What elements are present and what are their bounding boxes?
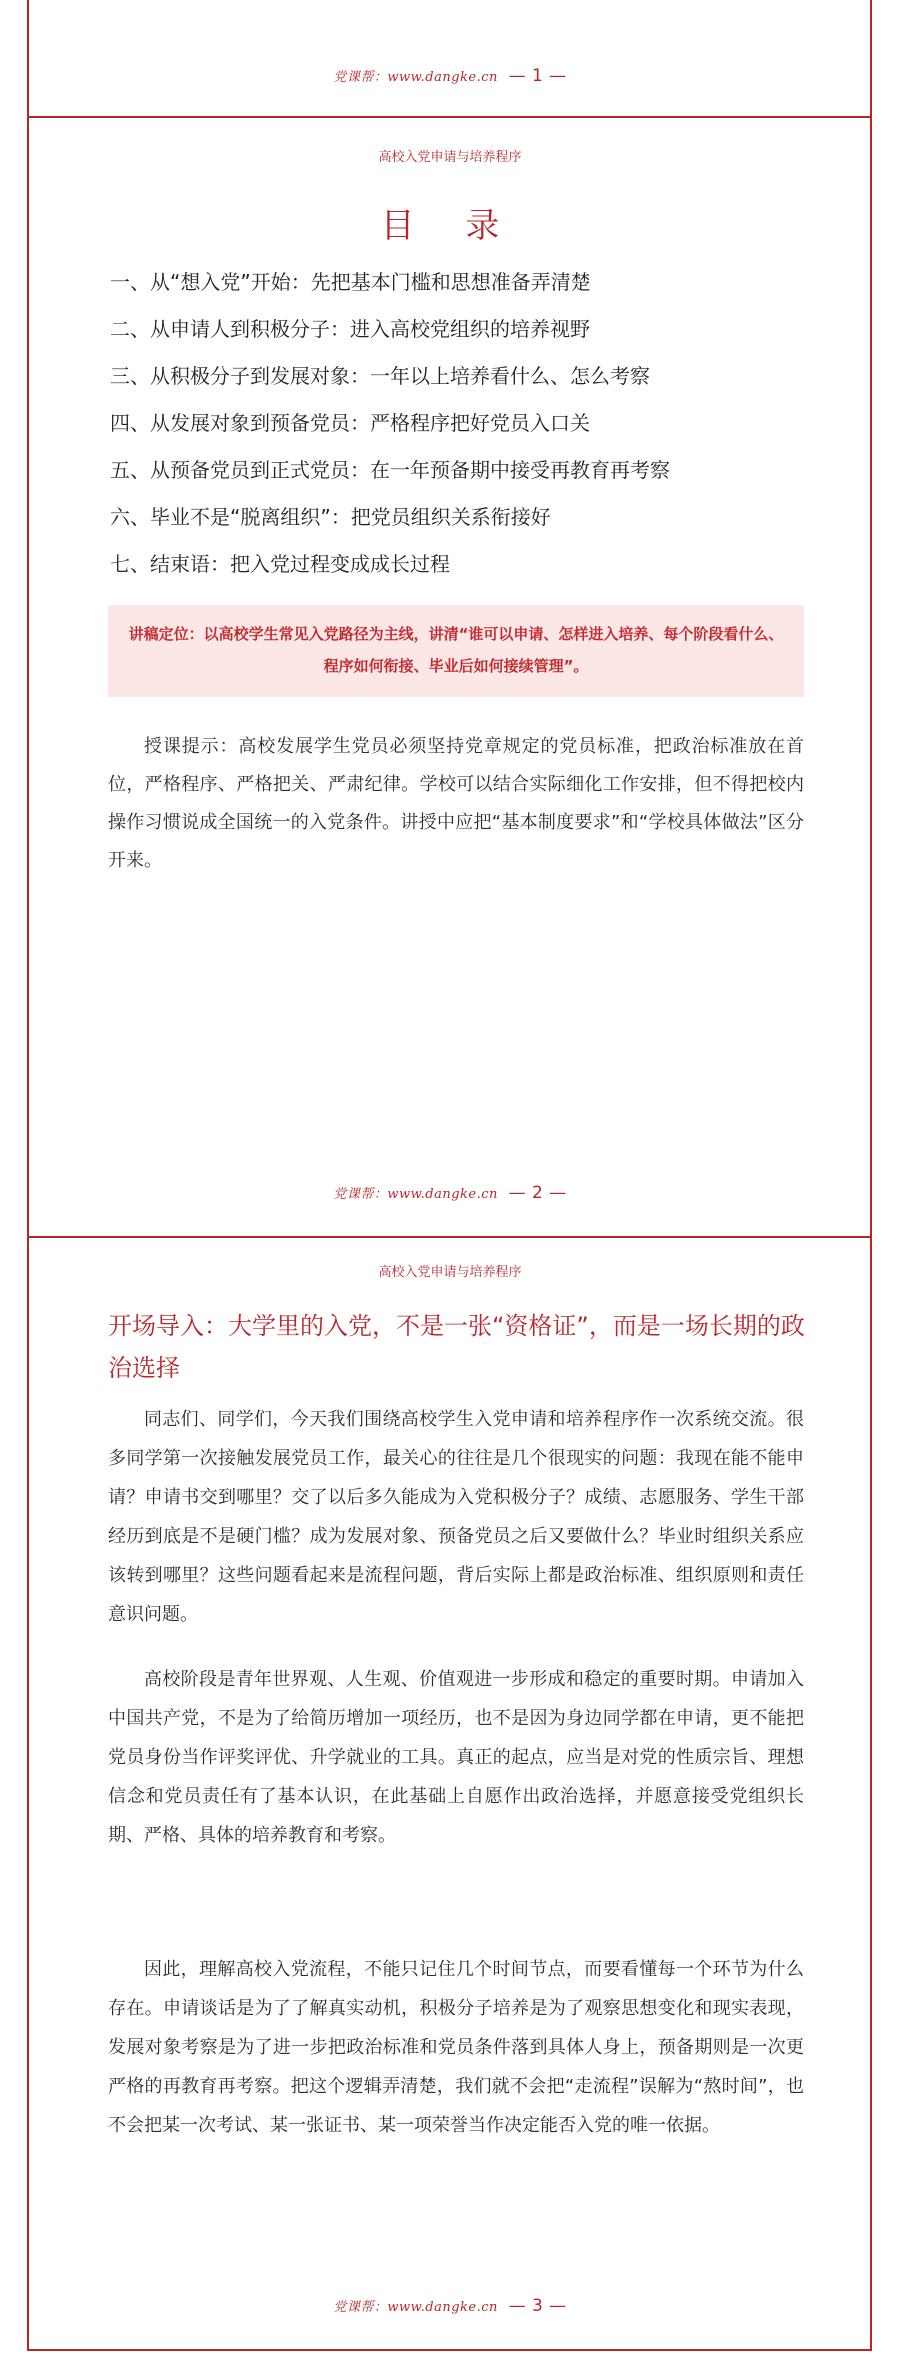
teaching-tip: 授课提示：高校发展学生党员必须坚持党章规定的党员标准，把政治标准放在首位，严格程序、严格把关、严肃纪律。学校可以结合实际细化工作安排，但不得把校内操作习惯说成全国统一的入党条件。讲授中应把“基本制度要求”和“学校具体做法”区分开来。 (108, 736, 805, 871)
page-footer (0, 66, 900, 86)
body-paragraph: 高校阶段是青年世界观、人生观、价值观进一步形成和稳定的重要时期。申请加入中国共产党，不是为了给简历增加一项经历，也不是因为身边同学都在申请，更不能把党员身份当作评奖评优、升学就业的工具。真正的起点，应当是对党的性质宗旨、理想信念和党员责任有了基本认识，在此基础上自愿作出政治选择，并愿意接受党组织长期、严格、具体的培养教育和考察。 (108, 1669, 804, 1846)
toc-item: 二、从申请人到积极分子：进入高校党组织的培养视野 (110, 317, 590, 341)
page-footer (0, 1183, 900, 1203)
toc-item: 五、从预备党员到正式党员：在一年预备期中接受再教育再考察 (110, 458, 670, 482)
toc-item: 六、毕业不是“脱离组织”：把党员组织关系衔接好 (110, 505, 551, 529)
toc-list (110, 266, 810, 595)
toc-item: 三、从积极分子到发展对象：一年以上培养看什么、怎么考察 (110, 364, 650, 388)
toc-title: 目 录 (380, 206, 520, 246)
running-head: 高校入党申请与培养程序 (378, 1265, 522, 1280)
footer-page-number: — 1 — (508, 66, 567, 86)
page-footer (0, 2296, 900, 2316)
toc-item: 一、从“想入党”开始：先把基本门槛和思想准备弄清楚 (110, 270, 591, 294)
running-head: 高校入党申请与培养程序 (378, 150, 522, 165)
toc-item: 七、结束语：把入党过程变成成长过程 (110, 552, 450, 576)
footer-site: 党课帮：www.dangke.cn (333, 1187, 498, 1202)
toc-item: 四、从发展对象到预备党员：严格程序把好党员入口关 (110, 411, 590, 435)
section-title: 开场导入：大学里的入党，不是一张“资格证”，而是一场长期的政治选择 (108, 1312, 805, 1382)
lecture-positioning-note: 讲稿定位：以高校学生常见入党路径为主线，讲清“谁可以申请、怎样进入培养、每个阶段看什么、程序如何衔接、毕业后如何接续管理”。 (108, 605, 804, 697)
page-1-frame (27, 0, 872, 118)
body-paragraph: 因此，理解高校入党流程，不能只记住几个时间节点，而要看懂每一个环节为什么存在。申请谈话是为了了解真实动机，积极分子培养是为了观察思想变化和现实表现，发展对象考察是为了进一步把政治标准和党员条件落到具体人身上，预备期则是一次更严格的再教育再考察。把这个逻辑弄清楚，我们就不会把“走流程”误解为“熬时间”，也不会把某一次考试、某一张证书、某一项荣誉当作决定能否入党的唯一依据。 (108, 1959, 804, 2136)
body-paragraph: 同志们、同学们，今天我们围绕高校学生入党申请和培养程序作一次系统交流。很多同学第一次接触发展党员工作，最关心的往往是几个很现实的问题：我现在能不能申请？申请书交到哪里？交了以后多久能成为入党积极分子？成绩、志愿服务、学生干部经历到底是不是硬门槛？成为发展对象、预备党员之后又要做什么？毕业时组织关系应该转到哪里？这些问题看起来是流程问题，背后实际上都是政治标准、组织原则和责任意识问题。 (108, 1409, 804, 1625)
footer-site: 党课帮：www.dangke.cn (333, 2300, 498, 2315)
footer-page-number: — 3 — (508, 2296, 567, 2316)
footer-site: 党课帮：www.dangke.cn (333, 70, 498, 85)
footer-page-number: — 2 — (508, 1183, 567, 1203)
